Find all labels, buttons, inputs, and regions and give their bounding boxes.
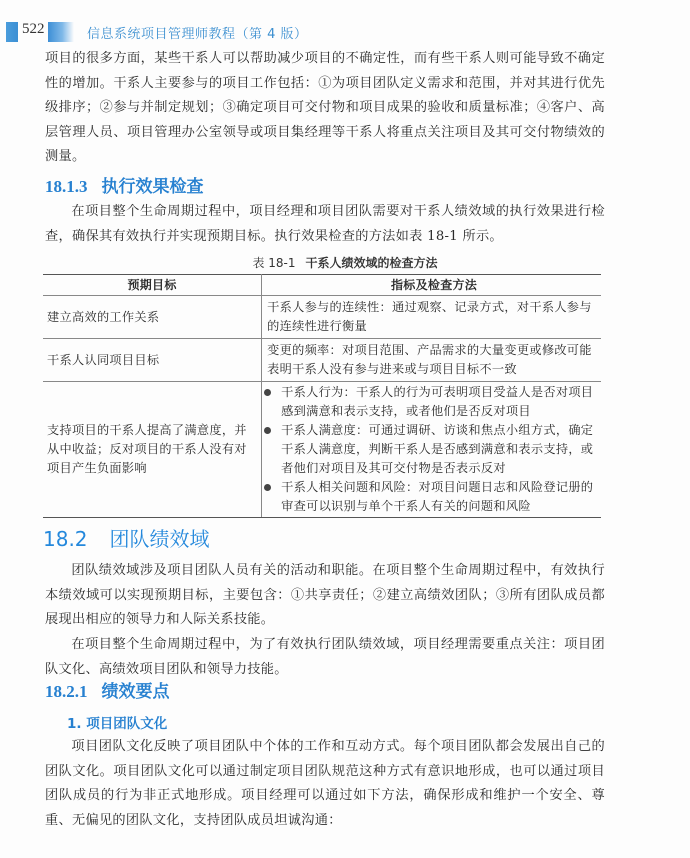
section-number: 18.1.3: [45, 177, 88, 196]
table-cell-goal: 建立高效的工作关系: [43, 296, 262, 339]
section-18-2-paragraph-1: 团队绩效域涉及项目团队人员有关的活动和职能。在项目整个生命周期过程中，有效执行本绩效域可以实现预期目标，主要包含：①共享责任；②建立高绩效团队；③所有团队成员都展现出相应的领导力和人际关系技能。: [45, 563, 605, 628]
table-row: [43, 296, 601, 339]
intro-paragraph: 项目的很多方面，某些干系人可以帮助减少项目的不确定性，而有些干系人则可能导致不确定性的增加。干系人主要参与的项目工作包括：①为项目团队定义需求和范围，并对其进行优先级排序；②参与并制定规划；③确定项目可交付物和项目成果的验收和质量标准；④客户、高层管理人员、项目管理办公室领导或项目集经理等干系人将重点关注项目及其可交付物绩效的测量。: [45, 51, 605, 165]
header-accent-block-right: [48, 22, 74, 42]
bullet-dot-icon: [264, 427, 271, 434]
section-number: 18.2.1: [45, 682, 88, 701]
table-caption-title: 干系人绩效域的检查方法: [305, 256, 438, 270]
bullet-text: 干系人满意度：可通过调研、访谈和焦点小组方式，确定干系人满意度，判断干系人是否感到满意和表示支持，或者他们对项目及其可交付物是否表示反对: [281, 423, 594, 475]
table-header-goal: 预期目标: [43, 275, 262, 296]
method-bullet-item: [264, 421, 597, 478]
section-heading-18-2-1: [45, 677, 170, 702]
table-cell-method: [262, 382, 601, 518]
section-18-1-3-paragraph: 在项目整个生命周期过程中，项目经理和项目团队需要对干系人绩效域的执行效果进行检查，确保其有效执行并实现预期目标。执行效果检查的方法如表 18-1 所示。: [45, 204, 605, 244]
method-bullet-list: [264, 383, 597, 516]
method-bullet-item: [264, 383, 597, 421]
book-title: 信息系统项目管理师教程（第 4 版）: [87, 27, 308, 42]
section-title: 团队绩效域: [109, 527, 210, 551]
section-heading-18-1-3: [45, 172, 204, 197]
table-caption-number: 表 18-1: [252, 256, 296, 270]
table-cell-goal: 干系人认同项目目标: [43, 339, 262, 382]
section-title: 绩效要点: [101, 682, 170, 702]
method-bullet-item: [264, 478, 597, 516]
section-heading-18-2: [43, 523, 210, 552]
section-18-2-paragraph-2: 在项目整个生命周期过程中，为了有效执行团队绩效域，项目经理需要重点关注：项目团队文化、高绩效项目团队和领导力技能。: [45, 637, 605, 677]
stakeholder-check-table: [43, 274, 601, 518]
running-header: [0, 20, 690, 44]
table-header-method: 指标及检查方法: [262, 275, 601, 296]
section-number: 18.2: [43, 527, 88, 551]
bullet-text: 干系人相关问题和风险：对项目问题日志和风险登记册的审查可以识别与单个干系人有关的问题和风险: [281, 480, 594, 513]
section-title: 执行效果检查: [101, 177, 204, 197]
subsection-heading-team-culture: 1. 项目团队文化: [67, 716, 168, 732]
table-cell-method: 变更的频率：对项目范围、产品需求的大量变更或修改可能表明干系人没有参与进来或与项目目标不一致: [262, 339, 601, 382]
page-number: 522: [22, 21, 45, 37]
table-row: [43, 339, 601, 382]
bullet-text: 干系人行为：干系人的行为可表明项目受益人是否对项目感到满意和表示支持，或者他们是否反对项目: [281, 385, 594, 418]
table-header-row: [43, 275, 601, 296]
bullet-dot-icon: [264, 389, 271, 396]
bullet-dot-icon: [264, 484, 271, 491]
header-accent-block-left: [6, 22, 18, 42]
table-cell-goal: 支持项目的干系人提高了满意度，并从中收益；反对项目的干系人没有对项目产生负面影响: [43, 382, 262, 518]
table-caption: [0, 254, 690, 271]
table-row: [43, 382, 601, 518]
table-cell-method: 干系人参与的连续性：通过观察、记录方式，对干系人参与的连续性进行衡量: [262, 296, 601, 339]
section-18-2-1-paragraph: 项目团队文化反映了项目团队中个体的工作和互动方式。每个项目团队都会发展出自己的团队文化。项目团队文化可以通过制定项目团队规范这种方式有意识地形成，也可以通过项目团队成员的行为非正式地形成。项目经理可以通过如下方法，确保形成和维护一个安全、尊重、无偏见的团队文化，支持团队成员坦诚沟通：: [45, 739, 605, 828]
